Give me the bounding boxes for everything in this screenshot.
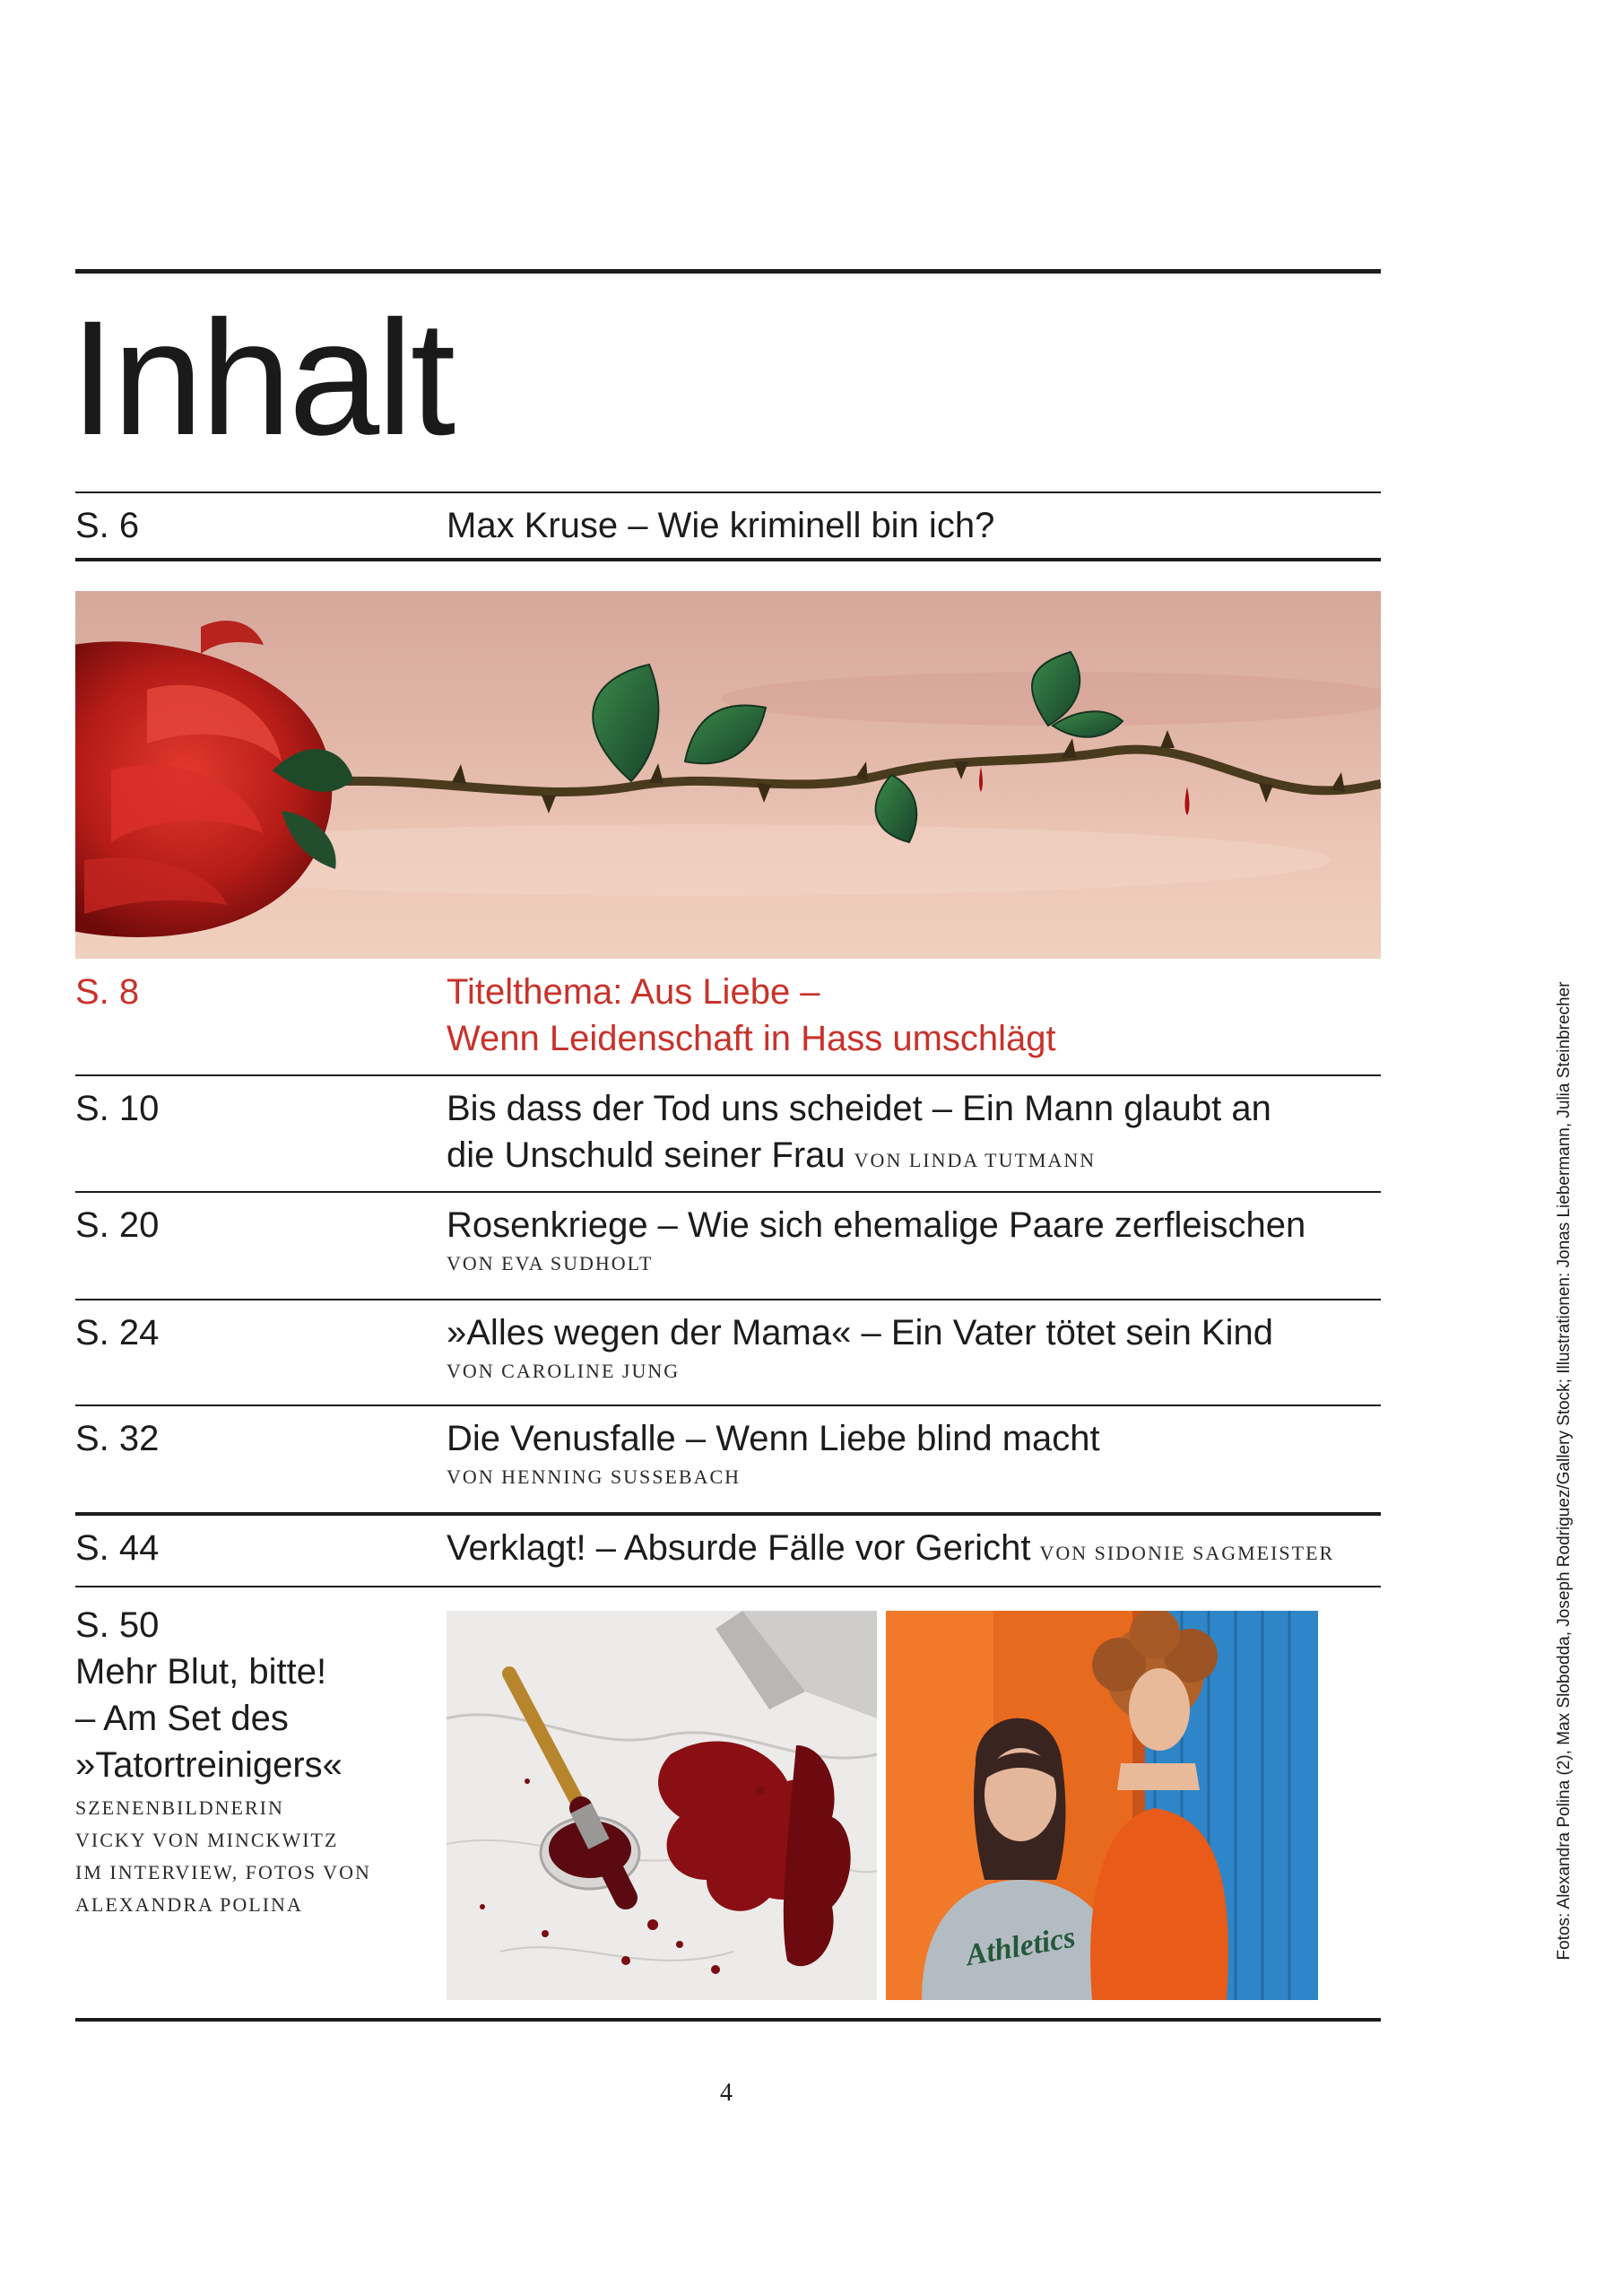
entry-headline [75,1648,416,1788]
divider [75,1586,1381,1587]
top-rule [75,269,1381,274]
entry-headline: Rosenkriege – Wie sich ehemalige Paare zerfleischen [447,1205,1306,1245]
entry-page: S. 6 [75,506,140,545]
divider [75,1405,1381,1406]
entry-page: S. 24 [75,1313,160,1352]
byline-line: SZENENBILDNERIN [75,1796,284,1819]
headline-line: Bis dass der Tod uns scheidet – Ein Mann glaubt an [447,1089,1271,1128]
entry-page: S. 44 [75,1528,160,1568]
shirt-text: Athletics [963,1920,1079,1973]
entry-headline [447,1085,1271,1184]
entry-page: S. 20 [75,1205,160,1245]
photo-credit: Fotos: Alexandra Polina (2), Max Slobodda, Joseph Rodriguez/Gallery Stock; Illustrationen: Jonas Liebermann, Julia Steinbrecher [1555,981,1574,1961]
entry-byline: VON EVA SUDHOLT [447,1252,654,1274]
entry-byline: VON CAROLINE JUNG [447,1360,681,1382]
byline-line: ALEXANDRA POLINA [75,1893,303,1916]
toc-entry-feature[interactable] [75,1602,416,1921]
entry-page: S. 32 [75,1419,160,1458]
headline-line: Mehr Blut, bitte! [75,1652,327,1692]
divider [75,1299,1381,1300]
entry-byline: VON LINDA TUTMANN [854,1149,1097,1171]
headline-line: – Am Set des [75,1699,289,1738]
byline-line: VICKY VON MINCKWITZ [75,1829,339,1851]
photo-brush-blood [447,1611,877,2000]
headline-line: »Tatortreinigers« [75,1745,343,1785]
divider [75,1512,1381,1516]
entry-byline: VON HENNING SUSSEBACH [447,1465,742,1488]
entry-headline [447,1525,1334,1577]
divider [75,491,1381,493]
entry-page: S. 10 [75,1089,160,1128]
rose-illustration [75,591,1381,959]
entry-headline: Die Venusfalle – Wenn Liebe blind macht [447,1419,1100,1458]
divider [75,1074,1381,1076]
divider [75,558,1381,561]
entry-byline: VON SIDONIE SAGMEISTER [1039,1542,1335,1564]
divider [75,1191,1381,1193]
page-number: 4 [720,2079,733,2107]
bottom-rule [75,2018,1381,2022]
entry-headline: Max Kruse – Wie kriminell bin ich? [447,506,995,545]
rose-head [75,621,353,937]
photo-two-women [886,1611,1318,2000]
entry-page: S. 50 [75,1605,160,1645]
photo-women-image [886,1611,1318,2000]
entry-headline: »Alles wegen der Mama« – Ein Vater tötet sein Kind [447,1313,1273,1352]
byline-line: IM INTERVIEW, FOTOS VON [75,1861,371,1883]
headline-line: Wenn Leidenschaft in Hass umschlägt [447,1019,1056,1058]
page-title: Inhalt [70,286,454,469]
headline-text: Verklagt! – Absurde Fälle vor Gericht [447,1528,1031,1568]
headline-line: Titelthema: Aus Liebe – [447,972,820,1012]
headline-line: die Unschuld seiner Frau [447,1135,846,1175]
entry-headline [447,969,1056,1062]
entry-page: S. 8 [75,972,140,1012]
photo-brush-image [447,1611,877,2000]
entry-byline [75,1792,416,1921]
rose-image [75,591,1381,959]
